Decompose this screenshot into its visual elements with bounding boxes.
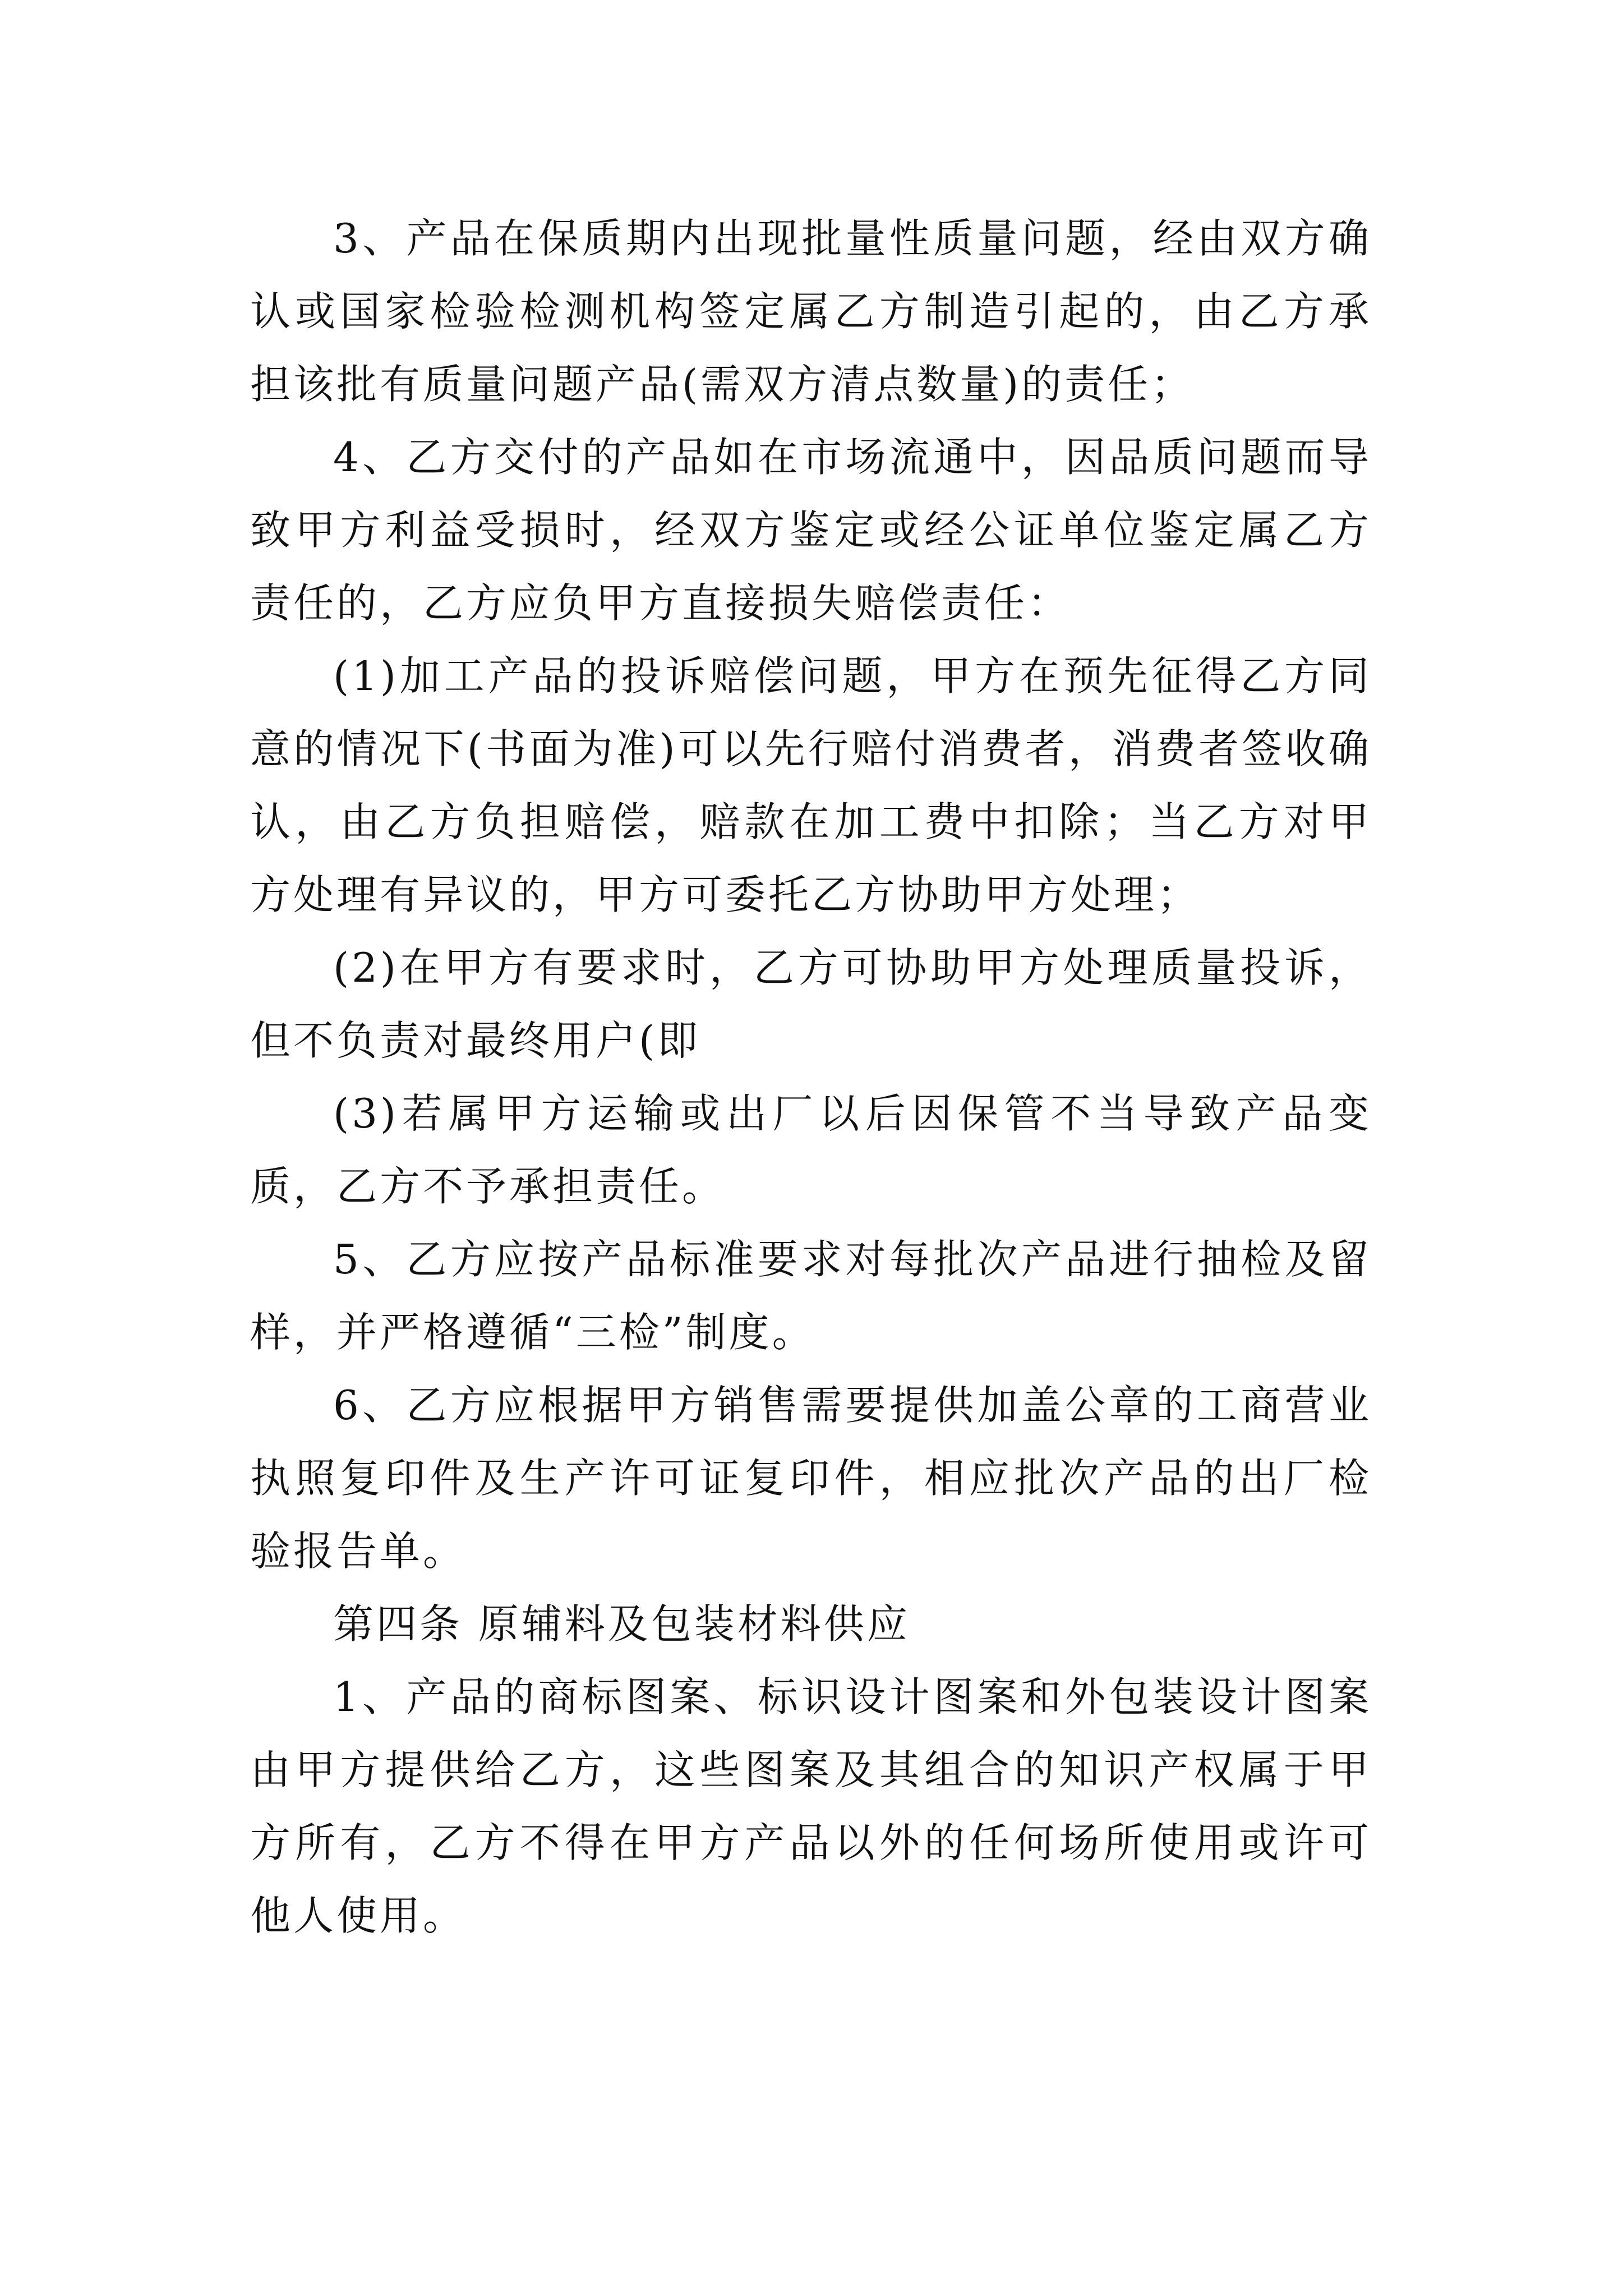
- paragraph-clause-4-2: (2)在甲方有要求时，乙方可协助甲方处理质量投诉，但不负责对最终用户(即: [250, 944, 1372, 1064]
- paragraph-clause-4-1: (1)加工产品的投诉赔偿问题，甲方在预先征得乙方同意的情况下(书面为准)可以先行赔付消费者，消费者签收确认，由乙方负担赔偿，赔款在加工费中扣除；当乙方对甲方处理有异议的，甲方可委托乙方协助甲方处理；: [250, 652, 1372, 918]
- paragraph-clause-6: 6、乙方应根据甲方销售需要提供加盖公章的工商营业执照复印件及生产许可证复印件，相应批次产品的出厂检验报告单。: [250, 1382, 1372, 1575]
- document-body: [250, 202, 1372, 1952]
- section-heading-article-4: 第四条 原辅料及包装材料供应: [333, 1600, 910, 1648]
- paragraph-article-4-clause-1: 1、产品的商标图案、标识设计图案和外包装设计图案由甲方提供给乙方，这些图案及其组合的知识产权属于甲方所有，乙方不得在甲方产品以外的任何场所使用或许可他人使用。: [250, 1673, 1372, 1939]
- paragraph-clause-4: 4、乙方交付的产品如在市场流通中，因品质问题而导致甲方利益受损时，经双方鉴定或经公证单位鉴定属乙方责任的，乙方应负甲方直接损失赔偿责任：: [250, 434, 1372, 627]
- paragraph-clause-5: 5、乙方应按产品标准要求对每批次产品进行抽检及留样，并严格遵循“三检”制度。: [250, 1236, 1372, 1356]
- paragraph-clause-3: 3、产品在保质期内出现批量性质量问题，经由双方确认或国家检验检测机构签定属乙方制造引起的，由乙方承担该批有质量问题产品(需双方清点数量)的责任；: [250, 215, 1372, 408]
- paragraph-clause-4-3: (3)若属甲方运输或出厂以后因保管不当导致产品变质，乙方不予承担责任。: [250, 1090, 1372, 1210]
